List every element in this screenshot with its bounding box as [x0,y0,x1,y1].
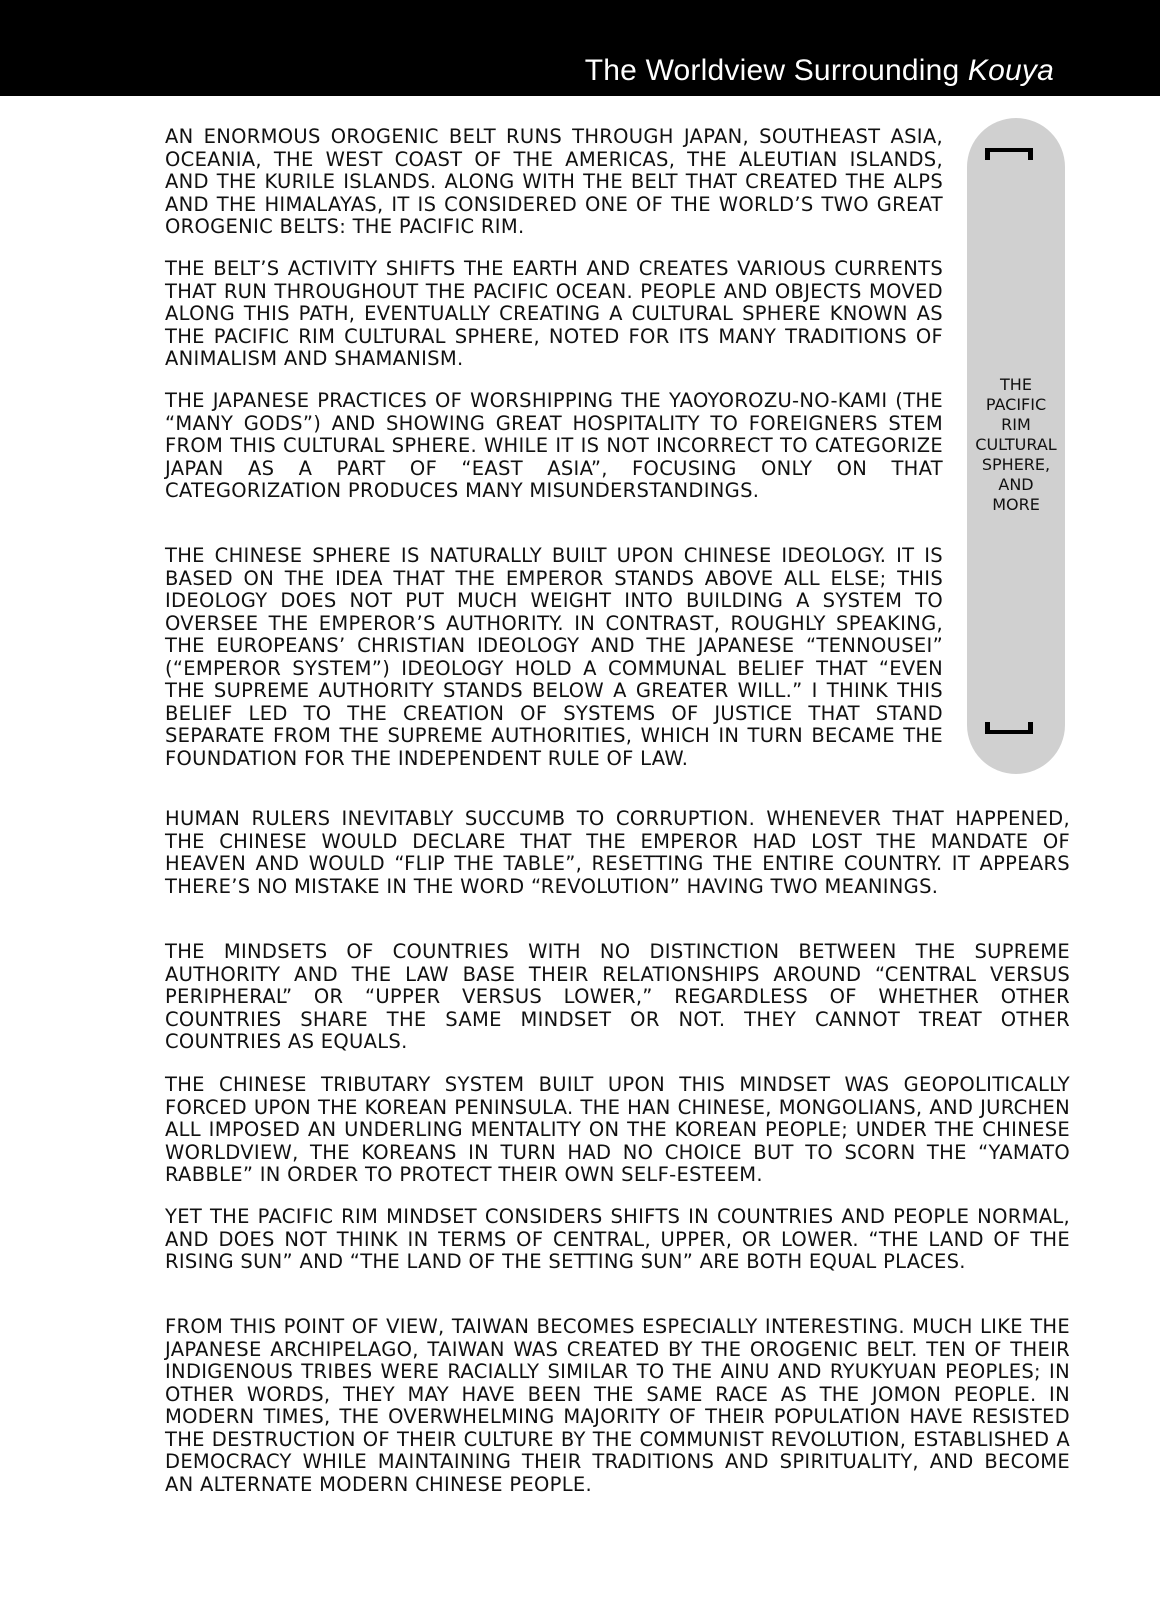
bracket-bottom-icon [985,722,1033,734]
bracket-top-icon [985,148,1033,160]
paragraph-belt-activity: THE BELT’S ACTIVITY SHIFTS THE EARTH AND CREATES VARIOUS CURRENTS THAT RUN THROUGHOUT THE PACIFIC OCEAN. PEOPLE AND OBJECTS MOVED ALONG THIS PATH, EVENTUALLY CREATING A CULTURAL SPHERE KNOWN AS THE PACIFIC RIM CULTURAL SPHERE, NOTED FOR ITS MANY TRADITIONS OF ANIMALISM AND SHAMANISM. [165,257,943,370]
sidebar-label-line: THE [1000,375,1032,394]
paragraph-taiwan: FROM THIS POINT OF VIEW, TAIWAN BECOMES ESPECIALLY INTERESTING. MUCH LIKE THE JAPANESE ARCHIPELAGO, TAIWAN WAS CREATED BY THE OROGENIC BELT. TEN OF THEIR INDIGENOUS TRIBES WERE RACIALLY SIMILAR TO THE AINU AND RYUKYUAN PEOPLES; IN OTHER WORDS, THEY MAY HAVE BEEN THE SAME RACE AS THE JOMON PEOPLE. IN MODERN TIMES, THE OVERWHELMING MAJORITY OF THEIR POPULATION HAVE RESISTED THE DESTRUCTION OF THEIR CULTURE BY THE COMMUNIST REVOLUTION, ESTABLISHED A DEMOCRACY WHILE MAINTAINING THEIR TRADITIONS AND SPIRITUALITY, AND BECOME AN ALTERNATE MODERN CHINESE PEOPLE. [165,1315,1070,1496]
sidebar-label-line: PACIFIC [985,395,1047,414]
paragraph-chinese-sphere: THE CHINESE SPHERE IS NATURALLY BUILT UPON CHINESE IDEOLOGY. IT IS BASED ON THE IDEA THAT THE EMPEROR STANDS ABOVE ALL ELSE; THIS IDEOLOGY DOES NOT PUT MUCH WEIGHT INTO BUILDING A SYSTEM TO OVERSEE THE EMPEROR’S AUTHORITY. IN CONTRAST, ROUGHLY SPEAKING, THE EUROPEANS’ CHRISTIAN IDEOLOGY AND THE JAPANESE “TENNOUSEI” (“EMPEROR SYSTEM”) IDEOLOGY HOLD A COMMUNAL BELIEF THAT “EVEN THE SUPREME AUTHORITY STANDS BELOW A GREATER WILL.” I THINK THIS BELIEF LED TO THE CREATION OF SYSTEMS OF JUSTICE THAT STAND SEPARATE FROM THE SUPREME AUTHORITIES, WHICH IN TURN BECAME THE FOUNDATION FOR THE INDEPENDENT RULE OF LAW. [165,544,943,770]
sidebar-label [967,375,1065,515]
header-bar [0,0,1160,96]
chapter-sidebar-tab [967,118,1065,774]
paragraph-pacific-rim-mindset: YET THE PACIFIC RIM MINDSET CONSIDERS SHIFTS IN COUNTRIES AND PEOPLE NORMAL, AND DOES NOT THINK IN TERMS OF CENTRAL, UPPER, OR LOWER. “THE LAND OF THE RISING SUN” AND “THE LAND OF THE SETTING SUN” ARE BOTH EQUAL PLACES. [165,1205,1070,1273]
paragraph-human-rulers: HUMAN RULERS INEVITABLY SUCCUMB TO CORRUPTION. WHENEVER THAT HAPPENED, THE CHINESE WOULD DECLARE THAT THE EMPEROR HAD LOST THE MANDATE OF HEAVEN AND WOULD “FLIP THE TABLE”, RESETTING THE ENTIRE COUNTRY. IT APPEARS THERE’S NO MISTAKE IN THE WORD “REVOLUTION” HAVING TWO MEANINGS. [165,807,1070,898]
page-title-italic: Kouya [967,54,1054,87]
paragraph-japanese-practices: THE JAPANESE PRACTICES OF WORSHIPPING THE YAOYOROZU-NO-KAMI (THE “MANY GODS”) AND SHOWING GREAT HOSPITALITY TO FOREIGNERS STEM FROM THIS CULTURAL SPHERE. WHILE IT IS NOT INCORRECT TO CATEGORIZE JAPAN AS A PART OF “EAST ASIA”, FOCUSING ONLY ON THAT CATEGORIZATION PRODUCES MANY MISUNDERSTANDINGS. [165,389,943,502]
sidebar-label-line: RIM [1001,415,1031,434]
paragraph-mindsets: THE MINDSETS OF COUNTRIES WITH NO DISTINCTION BETWEEN THE SUPREME AUTHORITY AND THE LAW BASE THEIR RELATIONSHIPS AROUND “CENTRAL VERSUS PERIPHERAL” OR “UPPER VERSUS LOWER,” REGARDLESS OF WHETHER OTHER COUNTRIES SHARE THE SAME MINDSET OR NOT. THEY CANNOT TREAT OTHER COUNTRIES AS EQUALS. [165,940,1070,1053]
sidebar-label-line: CULTURAL [975,435,1057,454]
sidebar-label-line: MORE [992,495,1040,514]
sidebar-label-line: AND [998,475,1034,494]
page-title [585,54,1054,88]
page-title-prefix: The Worldview Surrounding [584,54,968,87]
paragraph-tributary-system: THE CHINESE TRIBUTARY SYSTEM BUILT UPON THIS MINDSET WAS GEOPOLITICALLY FORCED UPON THE KOREAN PENINSULA. THE HAN CHINESE, MONGOLIANS, AND JURCHEN ALL IMPOSED AN UNDERLING MENTALITY ON THE KOREAN PEOPLE; UNDER THE CHINESE WORLDVIEW, THE KOREANS IN TURN HAD NO CHOICE BUT TO SCORN THE “YAMATO RABBLE” IN ORDER TO PROTECT THEIR OWN SELF-ESTEEM. [165,1073,1070,1186]
paragraph-orogenic-belt: AN ENORMOUS OROGENIC BELT RUNS THROUGH JAPAN, SOUTHEAST ASIA, OCEANIA, THE WEST COAST OF THE AMERICAS, THE ALEUTIAN ISLANDS, AND THE KURILE ISLANDS. ALONG WITH THE BELT THAT CREATED THE ALPS AND THE HIMALAYAS, IT IS CONSIDERED ONE OF THE WORLD’S TWO GREAT OROGENIC BELTS: THE PACIFIC RIM. [165,125,943,238]
sidebar-label-line: SPHERE, [981,455,1051,474]
